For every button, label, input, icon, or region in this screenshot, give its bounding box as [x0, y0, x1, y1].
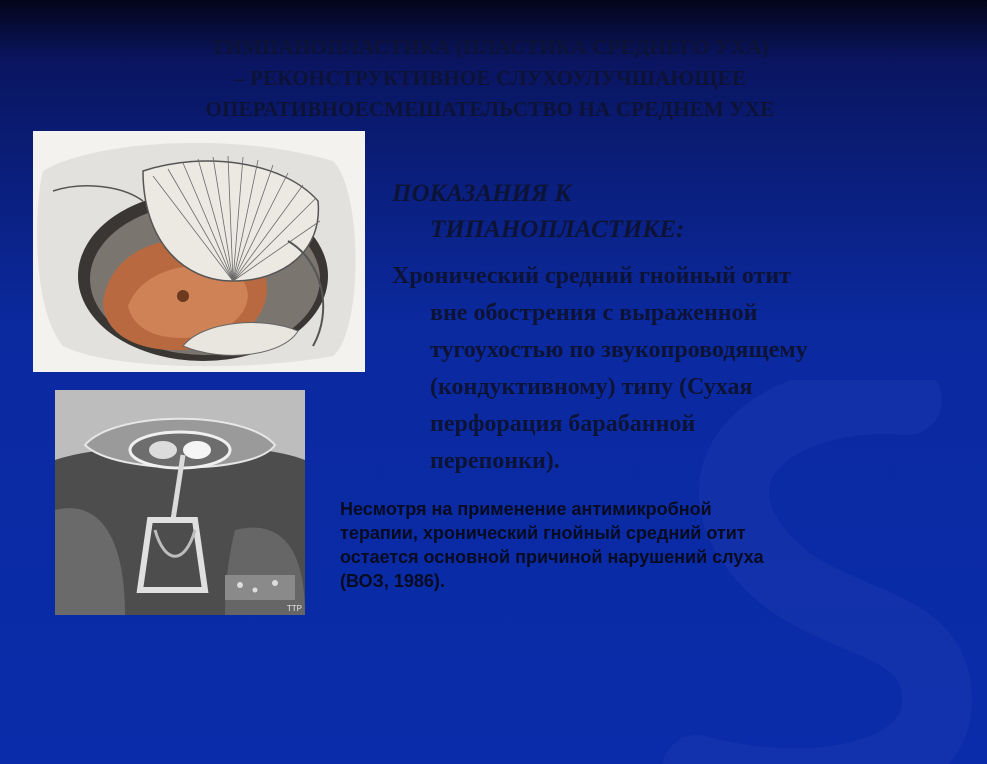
body-line: Хронический средний гнойный отит [392, 263, 791, 289]
eardrum-illustration [33, 131, 365, 372]
title-line: ТИМПАНОПЛАСТИКА (ПЛАСТИКА СРЕДНЕГО УХА) [211, 35, 769, 59]
title-line: ОПЕРАТИВНОЕСМЕШАТЕЛЬСТВО НА СРЕДНЕМ УХЕ [205, 97, 775, 121]
image-tag: TTP [286, 604, 302, 613]
indications-heading [392, 176, 952, 248]
prosthesis-illustration [55, 390, 305, 615]
body-line: перфорация барабанной [430, 411, 696, 437]
slide-title [60, 32, 920, 125]
note-line: (ВОЗ, 1986). [340, 571, 445, 591]
body-line: тугоухостью по звукопроводящему [430, 337, 808, 363]
body-line: вне обострения с выраженной [430, 300, 758, 326]
who-note [340, 497, 940, 593]
heading-line: ТИПАНОПЛАСТИКЕ: [430, 216, 685, 243]
note-line: терапии, хронический гнойный средний отит [340, 523, 746, 543]
note-line: остается основной причиной нарушений слуха [340, 547, 764, 567]
body-line: (кондуктивному) типу (Сухая [430, 374, 753, 400]
body-line: перепонки). [430, 448, 560, 474]
note-line: Несмотря на применение антимикробной [340, 499, 712, 519]
indications-text [392, 258, 952, 480]
heading-line: ПОКАЗАНИЯ К [392, 180, 572, 207]
title-line: – РЕКОНСТРУКТИВНОЕ СЛУХОУЛУЧШАЮЩЕЕ [233, 66, 747, 90]
